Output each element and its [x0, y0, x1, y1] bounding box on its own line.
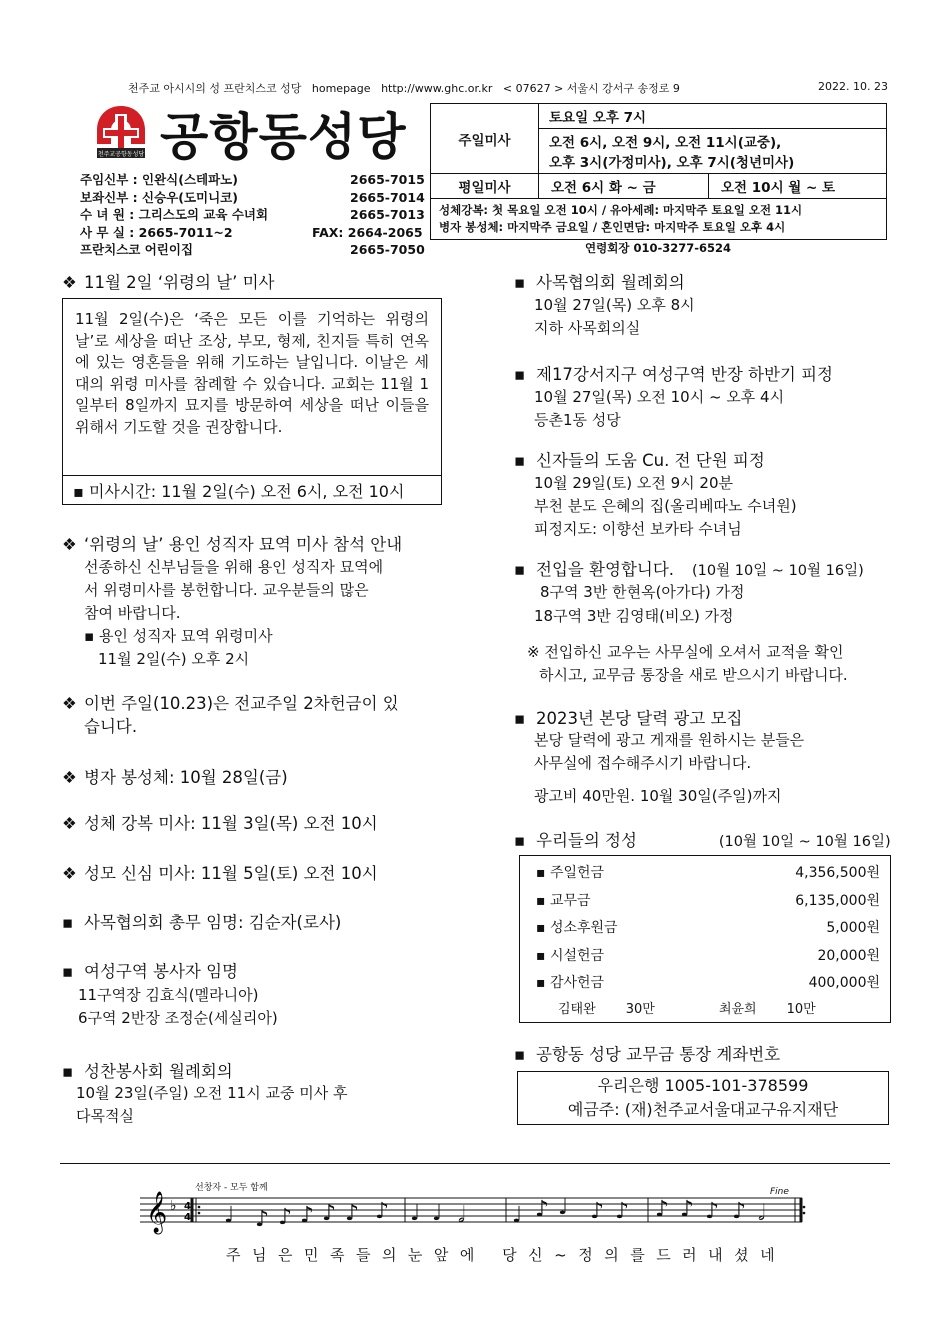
issue-date: 2022. 10. 23	[818, 80, 888, 93]
sunday-mass-time: 오후 3시(가정미사), 오후 7시(청년미사)	[549, 155, 795, 171]
sunday-mass-label: 주일미사	[431, 104, 539, 174]
offering-row: ▪ 감사헌금 400,000원	[536, 975, 880, 991]
svg-text:♪: ♪	[655, 1197, 670, 1222]
yongin-body: 선종하신 신부님들을 위해 용인 성직자 묘역에 서 위령미사를 봉헌합니다. 교우분들의 많은 참여 바랍니다. ▪ 용인 성직자 묘역 위령미사 11월 2일(수) 오후 2시	[84, 558, 384, 668]
sunday-mass-time: 오전 6시, 오전 9시, 오전 11시(교중),	[549, 135, 782, 151]
homepage-link[interactable]: http://www.ghc.or.kr	[381, 82, 493, 95]
retreat-body: 10월 27일(목) 오전 10시 ~ 오후 4시 등촌1동 성당	[534, 388, 785, 429]
staff-row: 주임신부 : 인완식(스테파노) 2665-7015	[80, 172, 425, 187]
svg-text:♩: ♩	[512, 1203, 523, 1228]
offering-row: ▪ 교무금 6,135,000원	[536, 892, 880, 909]
svg-text:♪: ♪	[535, 1197, 550, 1222]
weekday-mass-label: 평일미사	[431, 174, 539, 199]
svg-text:𝅗𝅥: 𝅗𝅥	[458, 1203, 465, 1228]
parish-logo-icon	[95, 104, 147, 159]
section-women-district: ▪ 여성구역 봉사자 임명	[62, 962, 238, 981]
svg-text:♪: ♪	[300, 1203, 315, 1228]
section-calendar-ad: ▪ 2023년 본당 달력 광고 모집	[514, 709, 743, 728]
staff-row: 수 녀 원 : 그리스도의 교육 수녀회 2665-7013	[80, 207, 425, 222]
section-all-souls: ❖ 11월 2일 ‘위령의 날’ 미사	[62, 273, 275, 292]
offering-row: ▪ 시설헌금 20,000원	[536, 947, 880, 964]
offering-row: ▪ 성소후원금 5,000원	[536, 920, 880, 936]
legion-retreat-body: 10월 29일(토) 오전 9시 20분 부천 분도 은혜의 집(올리베따노 수녀원) 피정지도: 이향선 보카타 수녀님	[534, 474, 797, 538]
mass-schedule	[430, 103, 887, 240]
staff-row: 프란치스코 어린이집 2665-7050	[80, 242, 425, 257]
svg-text:♪: ♪	[590, 1199, 605, 1224]
calendar-ad-body: 본당 달력에 광고 게재를 원하시는 분들은 사무실에 접수해주시기 바랍니다. 광고비 40만원. 10월 30일(주일)까지	[534, 731, 805, 805]
page-title: 공항동성당	[160, 108, 407, 166]
svg-text:♪: ♪	[278, 1205, 293, 1230]
svg-text:♩: ♩	[432, 1201, 443, 1226]
section-offerings: ▪ 우리들의 정성 (10월 10일 ~ 10월 16일)	[514, 831, 891, 850]
svg-text:♪: ♪	[680, 1197, 695, 1222]
sacraments-info	[431, 199, 886, 239]
logo-text: 천주교공항동성당	[97, 151, 145, 158]
parish-name: 천주교 아시시의 성 프란치스코 성당	[128, 82, 302, 95]
svg-text:𝄞: 𝄞	[146, 1192, 168, 1233]
offering-row: ▪ 주일헌금 4,356,500원	[536, 865, 880, 881]
welcome-note: ※ 전입하신 교우는 사무실에 오셔서 교적을 확인 하시고, 교무금 통장을 새로 받으시기 바랍니다.	[527, 643, 848, 684]
offerings-table	[519, 855, 891, 1023]
divider	[60, 1163, 890, 1164]
sacrament-line: 성체강복: 첫 목요일 오전 10시 / 유아세례: 마지막주 토요일 오전 11시	[439, 203, 803, 217]
svg-text:♪: ♪	[375, 1199, 390, 1224]
section-mission-sunday: ❖ 이번 주일(10.23)은 전교주일 2차헌금이 있 습니다.	[62, 694, 399, 736]
pastoral-meeting-body: 10월 27일(목) 오후 8시 지하 사목회의실	[534, 296, 695, 337]
staff-directory	[80, 171, 425, 259]
all-souls-mass-time: ▪ 미사시간: 11월 2일(수) 오전 6시, 오전 10시	[62, 475, 442, 505]
funeral-contact: 연령회장 010-3277-6524	[585, 241, 732, 255]
section-legion-retreat: ▪ 신자들의 도움 Cu. 전 단원 피정	[514, 451, 765, 470]
bank-account-box: 우리은행 1005-101-378599 예금주: (재)천주교서울대교구유지재단	[517, 1071, 889, 1125]
section-sick-communion: ❖ 병자 봉성체: 10월 28일(금)	[62, 768, 288, 787]
women-district-body: 11구역장 김효식(멜라니아) 6구역 2반장 조정순(세실리아)	[78, 986, 278, 1027]
staff-row: 사 무 실 : 2665-7011~2 FAX: 2664-2065	[80, 224, 423, 240]
welcome-body: 8구역 3반 한현옥(아가다) 가정	[540, 583, 745, 601]
svg-text:♩: ♩	[410, 1201, 421, 1226]
sacrament-line: 병자 봉성체: 마지막주 금요일 / 혼인면담: 마지막주 토요일 오후 4시	[439, 220, 786, 234]
performer-label: 선창자 - 모두 함께	[195, 1183, 268, 1193]
section-appointment: ▪ 사목협의회 총무 임명: 김순자(로사)	[62, 913, 342, 932]
weekday-mass-time: 오전 6시 화 ~ 금	[539, 174, 709, 198]
section-welcome: ▪ 전입을 환영합니다. (10월 10일 ~ 10월 16일)	[514, 560, 864, 579]
section-eucharist-meeting: ▪ 성찬봉사회 월례회의	[62, 1062, 233, 1081]
lyrics: 주님은민족들의눈앞에 당신~정의를드러내셨네	[226, 1246, 787, 1264]
section-retreat: ▪ 제17강서지구 여성구역 반장 하반기 피정	[514, 365, 833, 384]
section-bank-account: ▪ 공항동 성당 교무금 통장 계좌번호	[514, 1045, 781, 1064]
address: < 07627 > 서울시 강서구 송정로 9	[502, 82, 680, 95]
svg-text:♪: ♪	[322, 1201, 337, 1226]
all-souls-notice: 11월 2일(수)은 ‘죽은 모든 이를 기억하는 위령의 날’로 세상을 떠난 조상, 부모, 형제, 친지들 특히 연옥에 있는 영혼들을 위해 기도하는 날입니다. 이날은 세 대의 위령 미사를 참례할 수 있습니다. 교회는 11월 1일부터 8일까지 묘지를 방문하여 세상을 떠난 이들을 위해서 기도할 것을 권장합니다.	[62, 298, 442, 476]
svg-text:♪: ♪	[732, 1199, 747, 1224]
header-info	[128, 80, 680, 96]
thanksgiving-donors: 김태완 30만 최윤희 10만	[558, 1001, 816, 1017]
welcome-body: 18구역 3반 김영태(비오) 가정	[534, 607, 734, 625]
fine-mark: Fine	[770, 1187, 789, 1197]
svg-text:𝅗𝅥: 𝅗𝅥	[758, 1201, 765, 1226]
section-benediction: ❖ 성체 강복 미사: 11월 3일(목) 오전 10시	[62, 814, 378, 833]
staff-row: 보좌신부 : 신승우(도미니코) 2665-7014	[80, 189, 425, 205]
svg-text:4: 4	[184, 1201, 191, 1212]
svg-text:4: 4	[184, 1212, 191, 1223]
svg-text:♩: ♩	[558, 1195, 569, 1220]
music-staff	[140, 1178, 810, 1240]
svg-text:♪: ♪	[705, 1199, 720, 1224]
svg-text:♭: ♭	[170, 1198, 177, 1214]
svg-text:♪: ♪	[615, 1199, 630, 1224]
section-yongin-mass: ❖ ‘위령의 날’ 용인 성직자 묘역 미사 참석 안내	[62, 535, 403, 554]
svg-text:♪: ♪	[345, 1201, 360, 1226]
homepage-label: homepage	[311, 82, 371, 95]
section-marian-mass: ❖ 성모 신심 미사: 11월 5일(토) 오전 10시	[62, 864, 378, 883]
sunday-mass-time: 토요일 오후 7시	[539, 104, 886, 129]
eucharist-meeting-body: 10월 23일(주일) 오전 11시 교중 미사 후 다목적실	[76, 1084, 348, 1125]
svg-text:♪: ♪	[255, 1207, 270, 1232]
weekday-mass-time: 오전 10시 월 ~ 토	[721, 180, 836, 196]
section-pastoral-meeting: ▪ 사목협의회 월례회의	[514, 273, 685, 292]
svg-text:♩: ♩	[224, 1203, 235, 1228]
